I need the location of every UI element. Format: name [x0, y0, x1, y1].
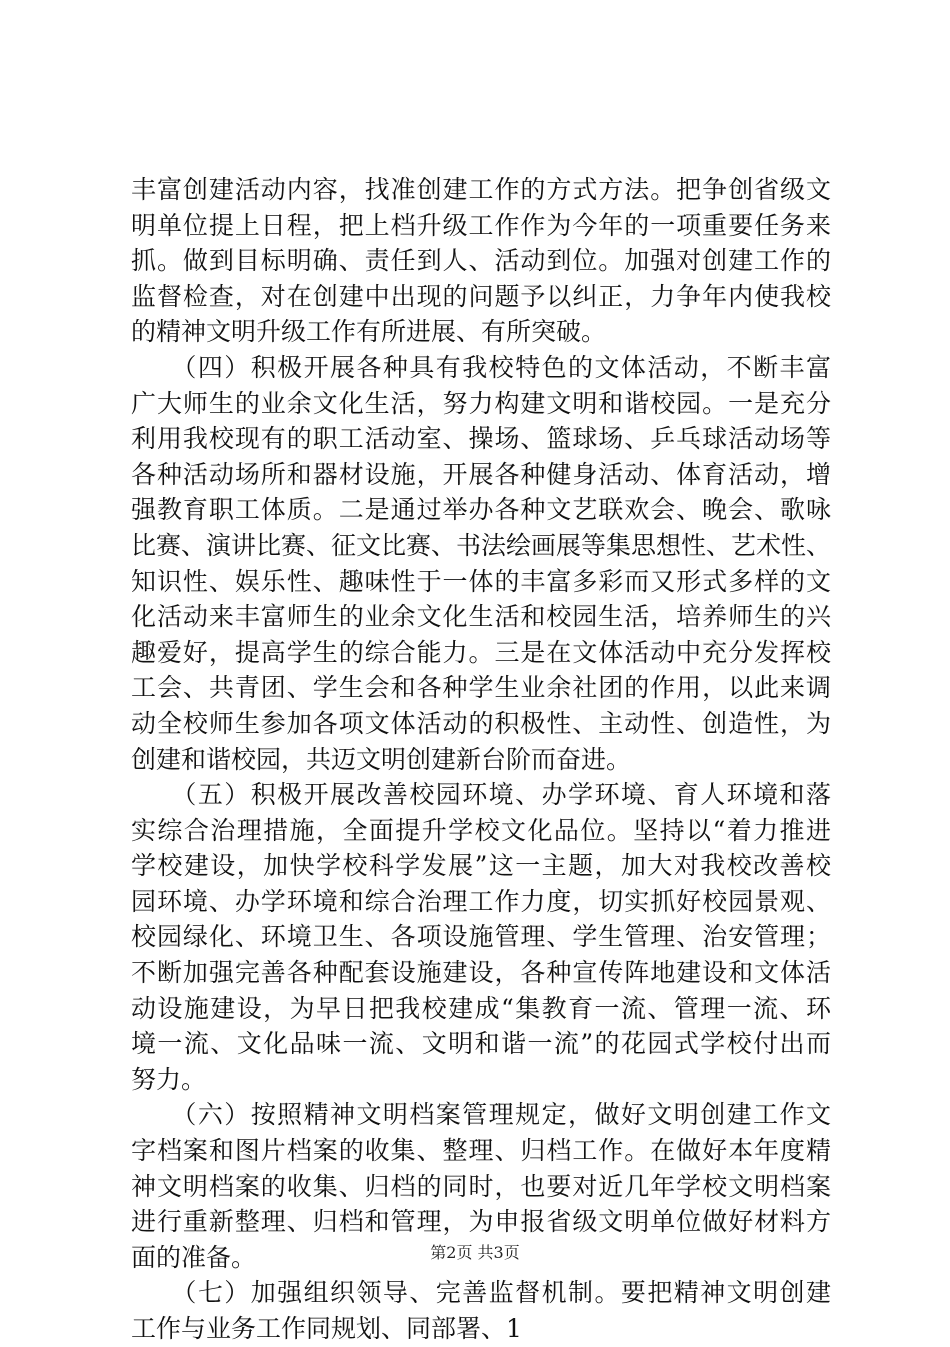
- text-line: （四）积极开展各种具有我校特色的文体活动，不断丰富: [131, 352, 831, 382]
- text-line: 神文明档案的收集、归档的同时，也要对近几年学校文明档案: [131, 1171, 831, 1201]
- text-line: 字档案和图片档案的收集、整理、归档工作。在做好本年度精: [131, 1136, 831, 1166]
- text-line: 创建和谐校园，共迈文明创建新台阶而奋进。: [131, 744, 632, 774]
- text-line: 趣爱好，提高学生的综合能力。三是在文体活动中充分发挥校: [131, 637, 831, 667]
- text-line: 丰富创建活动内容，找准创建工作的方式方法。把争创省级文: [131, 175, 831, 204]
- text-line: 化活动来丰富师生的业余文化生活和校园生活，培养师生的兴: [131, 602, 831, 632]
- text-line: 各种活动场所和器材设施，开展各种健身活动、体育活动，增: [131, 459, 831, 489]
- text-line: 实综合治理措施，全面提升学校文化品位。坚持以“着力推进: [131, 815, 831, 845]
- text-line: 努力。: [131, 1064, 207, 1094]
- text-line: 学校建设，加快学校科学发展”这一主题，加大对我校改善校: [131, 851, 831, 881]
- text-line: 进行重新整理、归档和管理，为申报省级文明单位做好材料方: [131, 1207, 831, 1237]
- text-line: 比赛、演讲比赛、征文比赛、书法绘画展等集思想性、艺术性、: [131, 530, 832, 560]
- text-line: 工会、共青团、学生会和各种学生业余社团的作用，以此来调: [131, 673, 831, 703]
- text-line: 工作与业务工作同规划、同部署、1: [131, 1314, 522, 1343]
- text-line: 校园绿化、环境卫生、各项设施管理、学生管理、治安管理；: [131, 922, 831, 952]
- text-line: （七）加强组织领导、完善监督机制。要把精神文明创建: [131, 1278, 831, 1308]
- text-line: 抓。做到目标明确、责任到人、活动到位。加强对创建工作的: [131, 246, 831, 276]
- text-line: 不断加强完善各种配套设施建设，各种宣传阵地建设和文体活: [131, 958, 831, 988]
- text-line: （五）积极开展改善校园环境、办学环境、育人环境和落: [131, 780, 831, 810]
- text-line: 监督检查，对在创建中出现的问题予以纠正，力争年内使我校: [131, 281, 831, 311]
- body-text: [131, 172, 831, 1347]
- text-line: 境一流、文化品味一流、文明和谐一流”的花园式学校付出而: [131, 1029, 831, 1059]
- text-line: 动全校师生参加各项文体活动的积极性、主动性、创造性，为: [131, 708, 831, 738]
- text-line: 明单位提上日程，把上档升级工作作为今年的一项重要任务来: [131, 210, 831, 240]
- text-line: 的精神文明升级工作有所进展、有所突破。: [131, 317, 607, 347]
- page-number-footer: 第2页 共3页: [430, 1243, 520, 1262]
- text-line: 动设施建设，为早日把我校建成“集教育一流、管理一流、环: [131, 993, 831, 1023]
- text-line: 园环境、办学环境和综合治理工作力度，切实抓好校园景观、: [131, 886, 831, 916]
- text-line: 面的准备。: [131, 1242, 257, 1272]
- text-line: （六）按照精神文明档案管理规定，做好文明创建工作文: [131, 1100, 831, 1130]
- text-line: 强教育职工体质。二是通过举办各种文艺联欢会、晚会、歌咏: [131, 495, 831, 525]
- text-line: 知识性、娱乐性、趣味性于一体的丰富多彩而又形式多样的文: [131, 566, 831, 596]
- text-line: 利用我校现有的职工活动室、操场、篮球场、乒乓球活动场等: [131, 424, 831, 454]
- text-line: 广大师生的业余文化生活，努力构建文明和谐校园。一是充分: [131, 388, 831, 418]
